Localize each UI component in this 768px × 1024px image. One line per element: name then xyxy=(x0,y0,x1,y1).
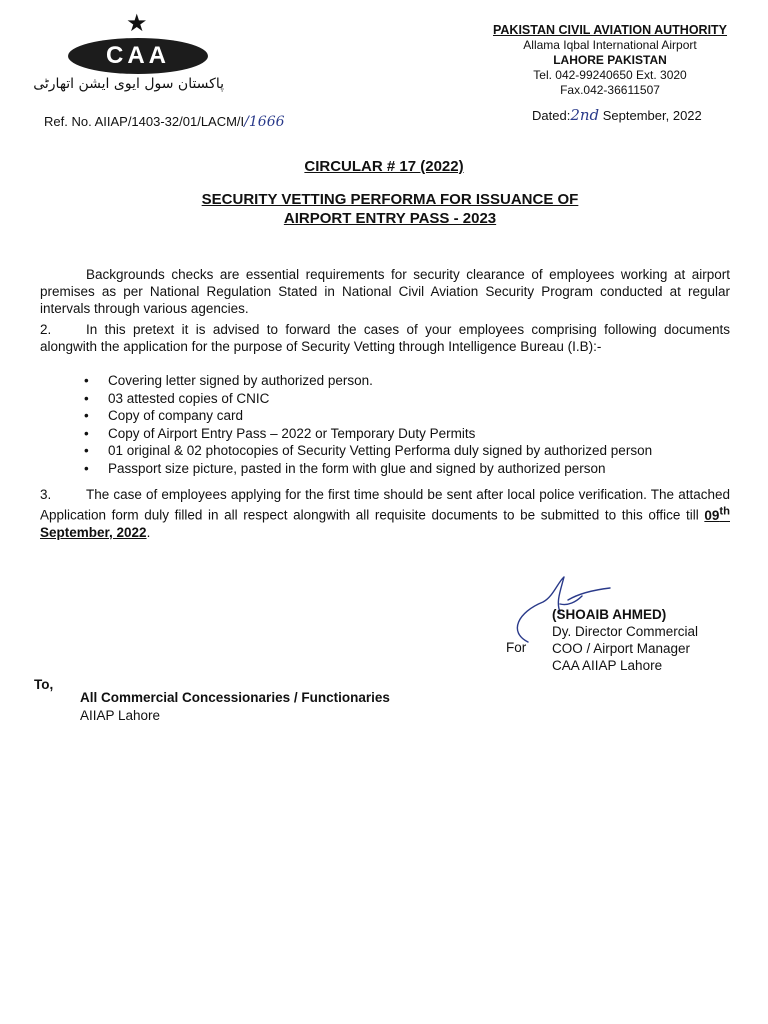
for-label: For xyxy=(506,640,527,655)
paragraph-3-number: 3. xyxy=(40,487,52,502)
paragraph-3 xyxy=(40,486,730,541)
list-item: • Passport size picture, pasted in the form with glue and signed by authorized person xyxy=(84,460,652,478)
deadline-day-suffix: th xyxy=(719,505,730,517)
caa-logo xyxy=(33,10,224,97)
dated-handwritten-day: 2nd xyxy=(570,106,600,124)
paragraph-1: Backgrounds checks are essential requirements for security clearance of employees working at airport premises as per National Regulation Stated in National Civil Aviation Security Program conducted at regular intervals through various agencies. xyxy=(40,267,730,316)
to-label: To, xyxy=(34,677,54,692)
list-item: • 03 attested copies of CNIC xyxy=(84,390,652,408)
subject-line-2: AIRPORT ENTRY PASS - 2023 xyxy=(283,210,497,227)
list-item: • Covering letter signed by authorized person. xyxy=(84,372,652,390)
paragraph-2 xyxy=(40,321,730,355)
fax-line: Fax.042-36611507 xyxy=(560,83,660,97)
signatory-title-1: Dy. Director Commercial xyxy=(552,624,699,639)
authority-address xyxy=(470,23,750,98)
logo-letters: CAA xyxy=(106,42,170,69)
signatory-title-3: CAA AIIAP Lahore xyxy=(552,658,663,673)
list-item: • Copy of company card xyxy=(84,407,652,425)
city-line: LAHORE PAKISTAN xyxy=(553,53,667,67)
paragraph-3-end: . xyxy=(146,524,151,540)
recipient-block xyxy=(80,689,390,725)
reference-number xyxy=(44,114,285,130)
required-documents-list xyxy=(84,372,652,477)
paragraph-2-text: In this pretext it is advised to forward the cases of your employees comprising following documents alongwith the application for the purpose of Security Vetting through Intelligence Bureau (I.B):- xyxy=(40,322,730,354)
circular-subject xyxy=(120,190,660,228)
circular-title-text: CIRCULAR # 17 (2022) xyxy=(304,158,464,175)
date-line xyxy=(532,106,702,124)
paragraph-2-number: 2. xyxy=(40,322,52,337)
signatory-block xyxy=(552,606,698,674)
recipient-name: All Commercial Concessionaries / Functionaries xyxy=(80,690,390,705)
deadline-month-year: September, 2022 xyxy=(40,524,147,540)
signatory-title-2: COO / Airport Manager xyxy=(552,641,691,656)
reference-label: Ref. No. AIIAP/1403-32/01/LACM/I xyxy=(44,114,245,129)
dated-label: Dated: xyxy=(532,108,571,123)
signatory-name: (SHOAIB AHMED) xyxy=(552,607,667,622)
star-icon: ★ xyxy=(126,10,148,37)
paragraph-3-text: The case of employees applying for the first time should be sent after local police verification. The attached Application form duly filled in all respect alongwith all requisite documents to be submitted to this office till xyxy=(40,487,730,523)
logo-urdu-text: پاکستان سول ایوی ایشن اتھارٹی xyxy=(33,76,224,92)
deadline-day: 09 xyxy=(704,507,720,523)
subject-line-1: SECURITY VETTING PERFORMA FOR ISSUANCE OF xyxy=(201,191,579,208)
airport-name: Allama Iqbal International Airport xyxy=(523,38,697,52)
authority-name: PAKISTAN CIVIL AVIATION AUTHORITY xyxy=(492,23,728,37)
circular-title xyxy=(0,158,768,175)
list-item: • 01 original & 02 photocopies of Security Vetting Performa duly signed by authorized person xyxy=(84,442,652,460)
reference-handwritten-number: /1666 xyxy=(244,114,285,130)
list-item: • Copy of Airport Entry Pass – 2022 or Temporary Duty Permits xyxy=(84,425,652,443)
dated-rest: September, 2022 xyxy=(602,108,702,123)
recipient-place: AIIAP Lahore xyxy=(80,708,161,723)
telephone-line: Tel. 042-99240650 Ext. 3020 xyxy=(533,68,687,82)
